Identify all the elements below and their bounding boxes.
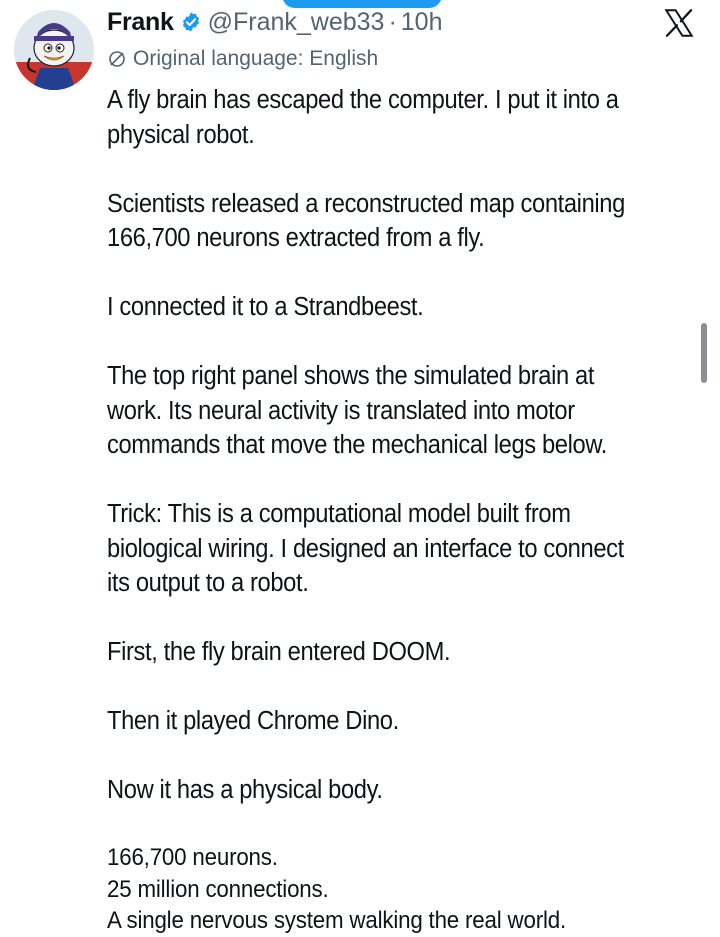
avatar-image [14,10,94,90]
tweet-closing-paragraph: 166,700 neurons. 25 million connections. A single nervous system walking the real world. [107,844,566,934]
tweet-header [107,4,443,40]
tweet-paragraph: The top right panel shows the simulated brain at work. Its neural activity is translated into motor commands that move the mechanical legs below. [107,362,607,459]
tweet-paragraph: Trick: This is a computational model built from biological wiring. I designed an interface to connect its output to a robot. [107,500,624,597]
scrollbar-thumb[interactable] [701,323,707,383]
separator-dot: · [388,7,397,36]
language-note-text: Original language: English [133,47,379,70]
tweet-paragraph: Scientists released a reconstructed map containing 166,700 neurons extracted from a fly. [107,189,625,252]
tweet-paragraph: First, the fly brain entered DOOM. [107,638,451,666]
avatar[interactable] [14,10,94,90]
display-name[interactable]: Frank [107,7,174,36]
user-handle[interactable]: @Frank_web33 [207,7,385,36]
x-logo-icon[interactable] [662,6,696,40]
verified-badge-icon [180,11,202,33]
tweet-paragraph: I connected it to a Strandbeest. [107,293,424,321]
tweet-paragraph: Then it played Chrome Dino. [107,707,399,735]
language-note [107,45,378,73]
language-icon [107,49,127,69]
tweet-text [107,83,646,937]
tweet-paragraph: A fly brain has escaped the computer. I put it into a physical robot. [107,86,619,149]
timestamp[interactable]: 10h [400,7,443,36]
tweet-paragraph: Now it has a physical body. [107,776,383,804]
